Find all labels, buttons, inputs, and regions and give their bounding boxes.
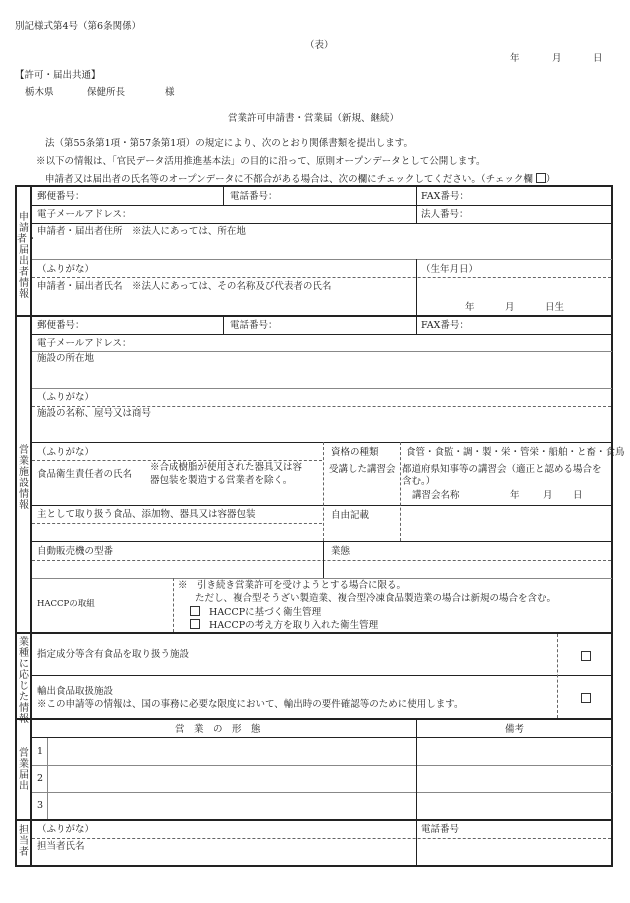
contact-phone-field[interactable]: 電話番号 bbox=[421, 824, 460, 835]
row-number-2: 2 bbox=[37, 773, 44, 784]
applicant-postal-code-field[interactable]: 郵便番号： bbox=[37, 191, 85, 202]
applicant-phone-field[interactable]: 電話番号： bbox=[230, 191, 278, 202]
qualification-type-label: 資格の種類 bbox=[331, 447, 379, 458]
haccp-option-1[interactable] bbox=[190, 606, 321, 618]
vending-model-field[interactable]: 自動販売機の型番 bbox=[37, 546, 114, 557]
facility-postal-code-field[interactable]: 郵便番号： bbox=[37, 320, 85, 331]
facility-email-field[interactable]: 電子メールアドレス： bbox=[37, 338, 132, 349]
applicant-corporate-number-field[interactable]: 法人番号： bbox=[421, 209, 469, 220]
row-number-3: 3 bbox=[37, 800, 44, 811]
addressee-prefecture: 栃木県 bbox=[25, 87, 54, 98]
export-facility-label: 輸出食品取扱施設 bbox=[37, 686, 114, 697]
section-label-notification: 営業届出 bbox=[19, 748, 29, 792]
contact-name-field[interactable]: 担当者氏名 bbox=[37, 841, 85, 852]
section-label-industry: 業種に応じた情報 bbox=[19, 637, 29, 725]
applicant-name-field[interactable]: 申請者・届出者氏名 ※法人にあっては、その名称及び代表者の氏名 bbox=[37, 281, 332, 292]
facility-fax-field[interactable]: FAX番号： bbox=[421, 320, 469, 331]
section-label-facility: 営業施設情報 bbox=[19, 445, 29, 511]
col-business-form: 営 業 の 形 態 bbox=[175, 724, 261, 735]
page-title: 営業許可申請書・営業届（新規、継続） bbox=[228, 113, 400, 124]
date-year: 年 bbox=[510, 53, 520, 64]
course-desc-1: 都道府県知事等の講習会（適正と認める場合を bbox=[402, 464, 602, 475]
common-label: 【許可・届出共通】 bbox=[15, 70, 101, 81]
course-taken-label: 受講した講習会 bbox=[329, 464, 396, 475]
applicant-furigana-field[interactable]: （ふりがな） bbox=[37, 264, 95, 275]
birth-day-label: 日生 bbox=[545, 302, 565, 313]
course-day-label: 日 bbox=[573, 490, 583, 501]
haccp-note-1: ※ 引き続き営業許可を受けようとする場合に限る。 bbox=[178, 580, 407, 591]
manager-name-field[interactable]: 食品衛生責任者の氏名 bbox=[37, 469, 133, 480]
haccp-label: HACCPの取組 bbox=[37, 599, 95, 609]
export-facility-checkbox[interactable] bbox=[581, 693, 591, 703]
open-data-opt-out-checkbox[interactable] bbox=[536, 173, 546, 183]
manager-furigana-field[interactable]: （ふりがな） bbox=[37, 447, 95, 458]
course-month-label: 月 bbox=[543, 490, 553, 501]
section-label-applicant: 申請者・届出者情報 bbox=[17, 212, 37, 300]
course-name-field[interactable]: 講習会名称 bbox=[412, 490, 460, 501]
form-number: 別記様式第4号（第6条関係） bbox=[15, 21, 142, 32]
manager-note-1: ※合成樹脂が使用された器具又は容 bbox=[150, 462, 303, 473]
applicant-fax-field[interactable]: FAX番号： bbox=[421, 191, 469, 202]
row-number-1: 1 bbox=[37, 746, 44, 757]
course-year-label: 年 bbox=[510, 490, 520, 501]
facility-furigana-field[interactable]: （ふりがな） bbox=[37, 392, 95, 403]
haccp-option-1-checkbox[interactable] bbox=[190, 606, 200, 616]
intro-text-2: ※以下の情報は、「官民データ活用推進基本法」の目的に沿って、原則オープンデータとして公開します。 bbox=[36, 156, 486, 167]
haccp-option-2-label: HACCPの考え方を取り入れた衛生管理 bbox=[209, 620, 379, 631]
addressee-office: 保健所長 bbox=[87, 87, 126, 98]
applicant-birthdate-field[interactable]: （生年月日） bbox=[421, 264, 479, 275]
haccp-note-2: ただし、複合型そうざい製造業、複合型冷凍食品製造業の場合は新規の場合を含む。 bbox=[195, 593, 557, 604]
qualification-options[interactable]: 食管・食監・調・製・栄・管栄・船舶・と畜・食鳥 bbox=[406, 447, 625, 458]
facility-name-field[interactable]: 施設の名称、屋号又は商号 bbox=[37, 408, 152, 419]
birth-year-label: 年 bbox=[465, 302, 475, 313]
free-text-field[interactable]: 自由記載 bbox=[331, 510, 370, 521]
form-side: （表） bbox=[305, 40, 334, 51]
intro-text-3-end: ） bbox=[545, 174, 556, 185]
course-desc-2: 含む。） bbox=[402, 476, 436, 487]
manager-note-2: 器包装を製造する営業者を除く。 bbox=[150, 475, 293, 486]
applicant-address-field[interactable]: 申請者・届出者住所 ※法人にあっては、所在地 bbox=[37, 226, 246, 237]
date-month: 月 bbox=[552, 53, 562, 64]
haccp-option-2[interactable] bbox=[190, 619, 378, 631]
applicant-email-field[interactable]: 電子メールアドレス： bbox=[37, 209, 132, 220]
haccp-option-1-label: HACCPに基づく衛生管理 bbox=[209, 607, 322, 618]
business-type-field[interactable]: 業態 bbox=[331, 546, 351, 557]
addressee-honorific: 様 bbox=[165, 87, 175, 98]
col-remarks: 備考 bbox=[505, 724, 525, 735]
haccp-option-2-checkbox[interactable] bbox=[190, 619, 200, 629]
contact-furigana-field[interactable]: （ふりがな） bbox=[37, 824, 95, 835]
intro-text-1: 法（第55条第1項・第57条第1項）の規定により、次のとおり関係書類を提出します。 bbox=[45, 138, 414, 149]
birth-month-label: 月 bbox=[505, 302, 515, 313]
section-label-contact: 担当者 bbox=[19, 825, 29, 858]
intro-text-3 bbox=[45, 171, 555, 185]
date-day: 日 bbox=[593, 53, 603, 64]
intro-text-3-body: 申請者又は届出者の氏名等のオープンデータに不都合がある場合は、次の欄にチェックしてください。（チェック欄 bbox=[45, 174, 533, 185]
facility-location-field[interactable]: 施設の所在地 bbox=[37, 353, 95, 364]
export-facility-note: ※この申請等の情報は、国の事務に必要な限度において、輸出時の要件確認等のために使用します。 bbox=[37, 699, 464, 710]
facility-phone-field[interactable]: 電話番号： bbox=[230, 320, 278, 331]
main-products-field[interactable]: 主として取り扱う食品、添加物、器具又は容器包装 bbox=[37, 509, 256, 520]
designated-ingredient-facility-label: 指定成分等含有食品を取り扱う施設 bbox=[37, 649, 190, 660]
designated-ingredient-checkbox[interactable] bbox=[581, 651, 591, 661]
